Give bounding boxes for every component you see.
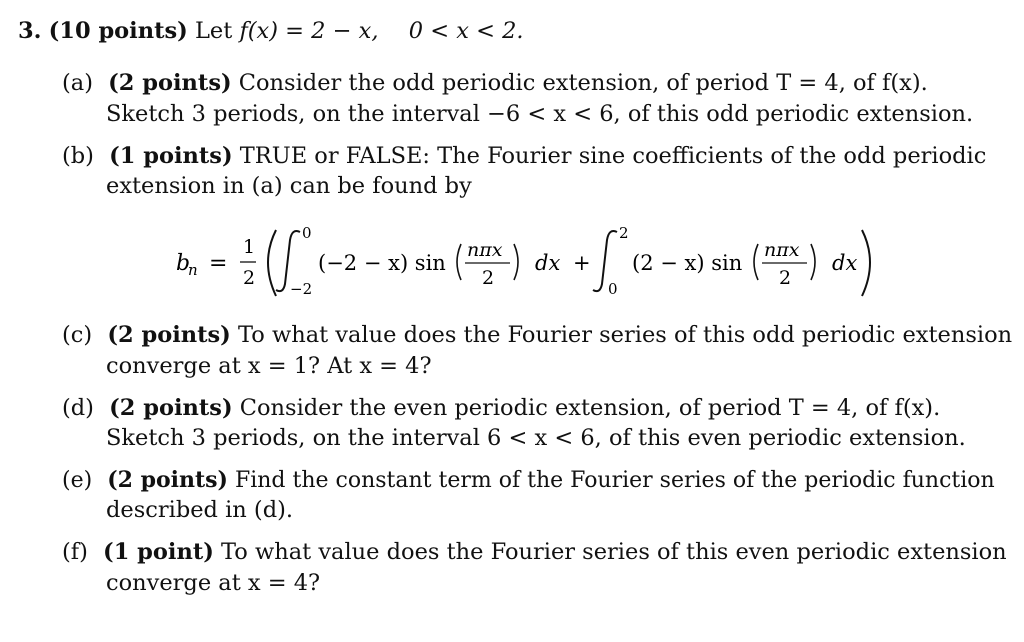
eq-frac1-num: nπx <box>467 239 503 261</box>
part-c-text1: To what value does the Fourier series of this odd periodic extension <box>237 322 1013 348</box>
part-a-line2: Sketch 3 periods, on the interval −6 < x < 6, of this odd periodic extension. <box>106 101 974 127</box>
eq-int1-lower: −2 <box>290 280 313 298</box>
problem-domain: 0 < x < 2. <box>408 18 524 44</box>
part-f-line2: converge at x = 4? <box>106 570 321 596</box>
fourier-coefficient-equation <box>0 218 1024 302</box>
eq-frac2-den: 2 <box>779 267 792 289</box>
eq-int2-lower: 0 <box>608 280 618 298</box>
eq-integrand-1: (−2 − x) sin <box>318 251 446 275</box>
part-f-text1: To what value does the Fourier series of this even periodic extension <box>221 539 1007 565</box>
part-d-line2: Sketch 3 periods, on the interval 6 < x < 6, of this even periodic extension. <box>106 425 966 451</box>
part-d-text1: Consider the even periodic extension, of period T = 4, of f(x). <box>239 395 941 421</box>
eq-int1-upper: 0 <box>302 224 312 242</box>
part-e-line2: described in (d). <box>106 497 294 523</box>
part-c-line1 <box>62 320 1012 350</box>
problem-points: (10 points) <box>48 18 188 44</box>
eq-equals: = <box>209 251 228 276</box>
eq-int2-upper: 2 <box>619 224 629 242</box>
eq-big-left-paren <box>268 230 276 296</box>
part-f-label: (f) <box>62 539 88 565</box>
problem-let: Let <box>194 18 233 44</box>
eq-dx-1: dx <box>535 251 561 275</box>
eq-lhs-n: n <box>188 261 198 279</box>
eq-frac2-right-paren <box>811 244 815 280</box>
part-b-label: (b) <box>62 143 94 169</box>
eq-frac2-num: nπx <box>764 239 800 261</box>
part-e-label: (e) <box>62 468 93 493</box>
part-e-points: (2 points) <box>107 467 228 493</box>
eq-frac1-right-paren <box>514 244 518 280</box>
part-e-line1 <box>62 465 995 496</box>
problem-number: 3. <box>18 18 42 44</box>
part-b-points: (1 points) <box>109 143 233 169</box>
part-d-label: (d) <box>62 395 94 421</box>
part-a-line1 <box>62 68 928 98</box>
eq-frac2-left-paren <box>754 244 758 280</box>
part-c-points: (2 points) <box>107 322 231 348</box>
problem-header <box>18 16 524 46</box>
part-b-line2: extension in (a) can be found by <box>106 173 472 199</box>
problem-function: f(x) = 2 − x, <box>239 18 379 44</box>
eq-frac1-left-paren <box>457 244 461 280</box>
part-b-line1 <box>62 141 986 171</box>
eq-plus: + <box>573 251 591 275</box>
part-f-line1 <box>62 537 1007 567</box>
part-a-text1: Consider the odd periodic extension, of period T = 4, of f(x). <box>238 70 928 96</box>
part-a-points: (2 points) <box>108 70 232 96</box>
eq-integrand-2: (2 − x) sin <box>632 251 743 275</box>
part-f-points: (1 point) <box>103 539 214 565</box>
eq-half-den: 2 <box>243 267 256 289</box>
part-b-text1: TRUE or FALSE: The Fourier sine coefficients of the odd periodic <box>239 143 987 169</box>
part-c-line2: converge at x = 1? At x = 4? <box>106 353 432 379</box>
part-e-text1: Find the constant term of the Fourier series of the periodic function <box>234 468 995 493</box>
part-c-label: (c) <box>62 322 93 348</box>
part-d-points: (2 points) <box>109 395 233 421</box>
part-a-label: (a) <box>62 70 93 96</box>
eq-frac1-den: 2 <box>482 267 495 289</box>
eq-lhs-b: b <box>176 251 191 276</box>
eq-half-num: 1 <box>243 236 256 258</box>
equation-graphic <box>0 218 1024 302</box>
eq-dx-2: dx <box>832 251 858 275</box>
part-d-line1 <box>62 393 940 423</box>
eq-big-right-paren <box>862 230 870 296</box>
